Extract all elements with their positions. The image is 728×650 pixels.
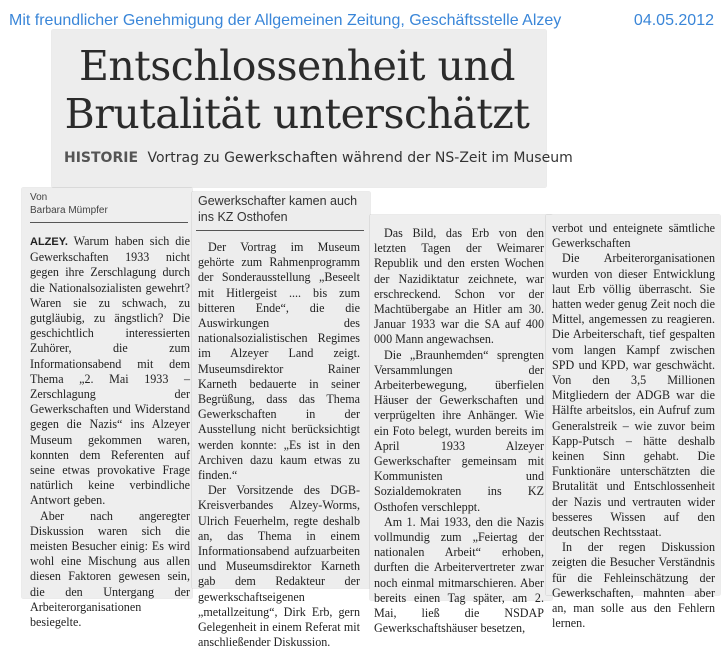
article-deck: Vortrag zu Gewerkschaften während der NS-Zeit im Museum xyxy=(147,150,573,166)
paragraph xyxy=(30,234,190,509)
text-column-4 xyxy=(552,221,715,631)
publication-date: 04.05.2012 xyxy=(633,12,714,29)
paragraph: Aber nach angeregter Diskussion waren sich die meisten Besucher einig: Es wird wohl eine Mischung aus allen diesen Faktoren gewesen sein, die den Untergang der Arbeiterorganisationen besiegelte. xyxy=(30,508,190,630)
headline-line-1: Entschlossenheit und xyxy=(78,42,516,90)
byline-author: Barbara Mümpfer xyxy=(30,205,108,216)
subhead-divider xyxy=(196,230,364,231)
byline-divider xyxy=(30,222,188,223)
paragraph: Am 1. Mai 1933, den die Nazis vollmundig zum „Feiertag der nationalen Arbeit“ erhoben, durften die Arbeitervertreter zwar noch einmal mitmarschieren. Aber bereits einen Tag später, am 2. Mai, ließ die NSDAP Gewerkschaftshäuser besetzen, xyxy=(374,514,544,636)
source-credit: Mit freundlicher Genehmigung der Allgemeinen Zeitung, Geschäftsstelle Alzey xyxy=(9,12,562,29)
paragraph: verbot und enteignete sämtliche Gewerkschaften xyxy=(552,221,715,251)
article-headline xyxy=(62,42,532,138)
text-column-3 xyxy=(374,226,544,636)
paragraph: Die „Braunhemden“ sprengten Versammlungen der Arbeiterbewegung, überfielen Häuser der Gewerkschaften und verprügelten ihre Anhänger. Wie ein Foto belegt, wurden bereits im April 1933 Alzeyer Gewerkschafter gemeinsam mit Kommunisten und Sozialdemokraten ins KZ Osthofen verschleppt. xyxy=(374,347,544,514)
paragraph: Der Vorsitzende des DGB-Kreisverbandes Alzey-Worms, Ulrich Feuerhelm, regte deshalb an, das Thema in einem Informationsabend aufzuarbeiten und Museumsdirektor Karneth gab dem Redakteur der gewerkschaftseigenen „metallzeitung“, Dirk Erb, gern Gelegenheit in einem Referat mit anschließender Diskussion. xyxy=(198,483,360,650)
paragraph: In der regen Diskussion zeigten die Besucher Verständnis für die Fehleinschätzung der Gewerkschaften, mahnten aber an, man solle aus den Fehlern lernen. xyxy=(552,540,715,631)
article-subhead: Gewerkschafter kamen auch ins KZ Osthofen xyxy=(198,194,358,224)
paragraph: Die Arbeiterorganisationen wurden von dieser Entwicklung laut Erb völlig überrascht. Sie hatten weder genug Zeit noch die Mittel, angemessen zu reagieren. Die Arbeiterschaft, tief gespalten vom langen Kampf zwischen SPD und KPD, war geschwächt. Von den 3,5 Millionen Mitgliedern der ADGB war die Hälfte arbeitslos, ein Aufruf zum Generalstreik – wie zuvor beim Kapp-Putsch – hätte deshalb keinen Sinn gehabt. Die Funktionäre unterschätzten die Brutalität und Entschlossenheit der Nazis und vertrauten wider besseres Wissen auf den deutschen Rechtsstaat. xyxy=(552,251,715,540)
text-column-1 xyxy=(30,234,191,630)
paragraph: Der Vortrag im Museum gehörte zum Rahmenprogramm der Sonderausstellung „Beseelt mit Hitlergeist .... bis zum bitteren Ende“, die die Auswirkungen des nationalsozialistischen Regimes im Alzeyer Land zeigt. Museumsdirektor Rainer Karneth bedauerte in seiner Begrüßung, dass das Thema Gewerkschaften in der Ausstellung nicht berücksichtigt werden konnte: „Es ist in den Archiven dazu kaum etwas zu finden.“ xyxy=(198,240,360,483)
article-deck-row xyxy=(64,150,573,166)
headline-line-2: Brutalität unterschätzt xyxy=(64,90,530,138)
source-banner xyxy=(0,0,728,30)
paragraph: Das Bild, das Erb von den letzten Tagen der Weimarer Republik und den ersten Wochen der Nazidiktatur zeichnete, war erschreckend. Schon vor der Machtübergabe an Hitler am 30. Januar 1933 war die SA auf 400 000 Mann angewachsen. xyxy=(374,226,544,347)
dateline: ALZEY. xyxy=(30,236,68,248)
section-kicker: HISTORIE xyxy=(64,150,139,166)
byline-prefix: Von xyxy=(30,192,48,203)
paragraph-text: Warum haben sich die Gewerkschaften 1933 nicht gegen ihre Zerschlagung durch die Nationalsozialisten gewehrt? Waren sie zu schwach, zu gutgläubig, zu ängstlich? Die geschichtlich interessierten Zuhörer, die zum Informationsabend mit dem Thema „2. Mai 1933 – Zerschlagung der Gewerkschaften und Widerstand gegen die Nazis“ ins Alzeyer Museum gekommen waren, konnten dem Referenten auf seine etwas provokative Frage natürlich keine verbindliche Antwort geben. xyxy=(30,234,191,508)
text-column-2 xyxy=(198,240,360,650)
